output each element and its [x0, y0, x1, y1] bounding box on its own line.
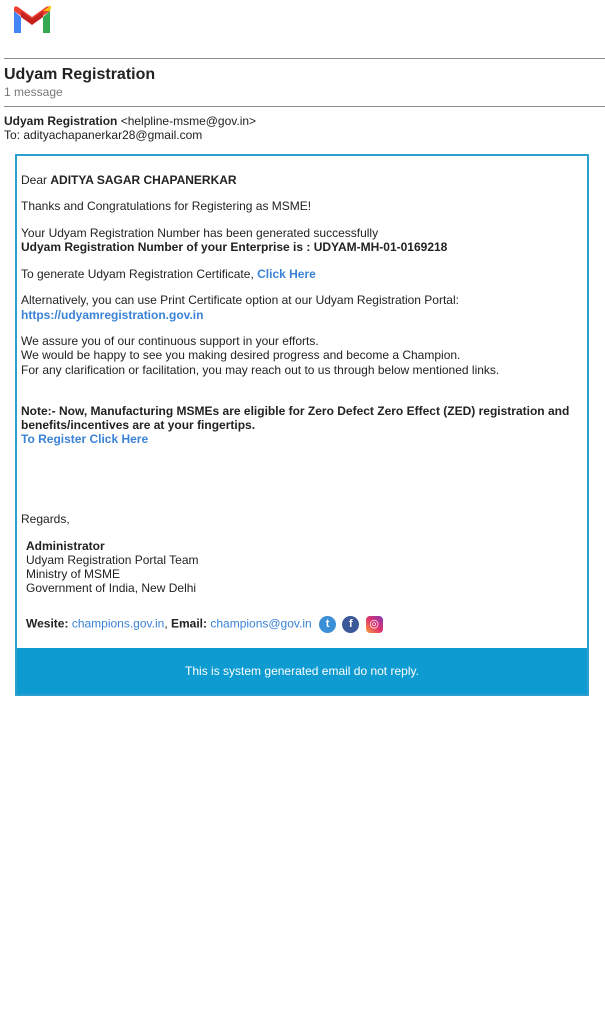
- generated-text: Your Udyam Registration Number has been generated successfully: [21, 226, 379, 240]
- gmail-logo-icon: [12, 5, 52, 35]
- system-footer: This is system generated email do not reply.: [17, 648, 587, 694]
- certificate-text: To generate Udyam Registration Certificate,: [21, 267, 254, 281]
- greeting: [21, 173, 237, 187]
- recipient-name: ADITYA SAGAR CHAPANERKAR: [50, 173, 237, 187]
- twitter-icon[interactable]: t: [319, 616, 336, 633]
- greeting-dear: Dear: [21, 173, 48, 187]
- assure-text: We assure you of our continuous support in your efforts.: [21, 334, 319, 348]
- sender-email: <helpline-msme@gov.in>: [120, 114, 257, 128]
- contact-email-link[interactable]: champions@gov.in: [210, 616, 312, 631]
- thanks-text: Thanks and Congratulations for Registering as MSME!: [21, 199, 312, 213]
- alternative-text: Alternatively, you can use Print Certificate option at our Udyam Registration Portal:: [21, 293, 459, 307]
- social-icons: [319, 616, 386, 633]
- clarify-text: For any clarification or facilitation, you may reach out to us through below mentioned links.: [21, 363, 500, 377]
- header-divider: [4, 58, 605, 59]
- website-label: Wesite:: [26, 616, 69, 631]
- contact-line: Wesite: champions.gov.in, Email: champions@gov.in t f ◎: [26, 616, 386, 633]
- subject-divider: [4, 106, 605, 107]
- email-body-card: [15, 154, 589, 696]
- website-link[interactable]: champions.gov.in: [71, 616, 165, 631]
- email-label: Email:: [170, 616, 207, 631]
- email-subject: Udyam Registration: [4, 66, 156, 83]
- recipient-line: To: adityachapanerkar28@gmail.com: [4, 128, 203, 142]
- sender-line: [4, 114, 256, 128]
- certificate-link[interactable]: Click Here: [257, 267, 316, 281]
- signature-title: Administrator: [26, 539, 105, 553]
- facebook-icon[interactable]: f: [342, 616, 359, 633]
- signature-team: Udyam Registration Portal Team: [26, 553, 199, 567]
- signature-government: Government of India, New Delhi: [26, 581, 197, 595]
- certificate-line: [21, 267, 316, 281]
- happy-text: We would be happy to see you making desired progress and become a Champion.: [21, 348, 461, 362]
- regards-text: Regards,: [21, 512, 70, 526]
- register-link[interactable]: To Register Click Here: [21, 432, 149, 446]
- portal-link[interactable]: https://udyamregistration.gov.in: [21, 308, 204, 322]
- zed-note: Note:- Now, Manufacturing MSMEs are eligible for Zero Defect Zero Effect (ZED) registration and benefits/incentives are at your fingertips.: [21, 404, 570, 432]
- sender-name: Udyam Registration: [4, 114, 118, 128]
- registration-number: Udyam Registration Number of your Enterprise is : UDYAM-MH-01-0169218: [21, 240, 448, 254]
- message-count: 1 message: [4, 85, 63, 99]
- signature-ministry: Ministry of MSME: [26, 567, 121, 581]
- instagram-icon[interactable]: ◎: [366, 616, 383, 633]
